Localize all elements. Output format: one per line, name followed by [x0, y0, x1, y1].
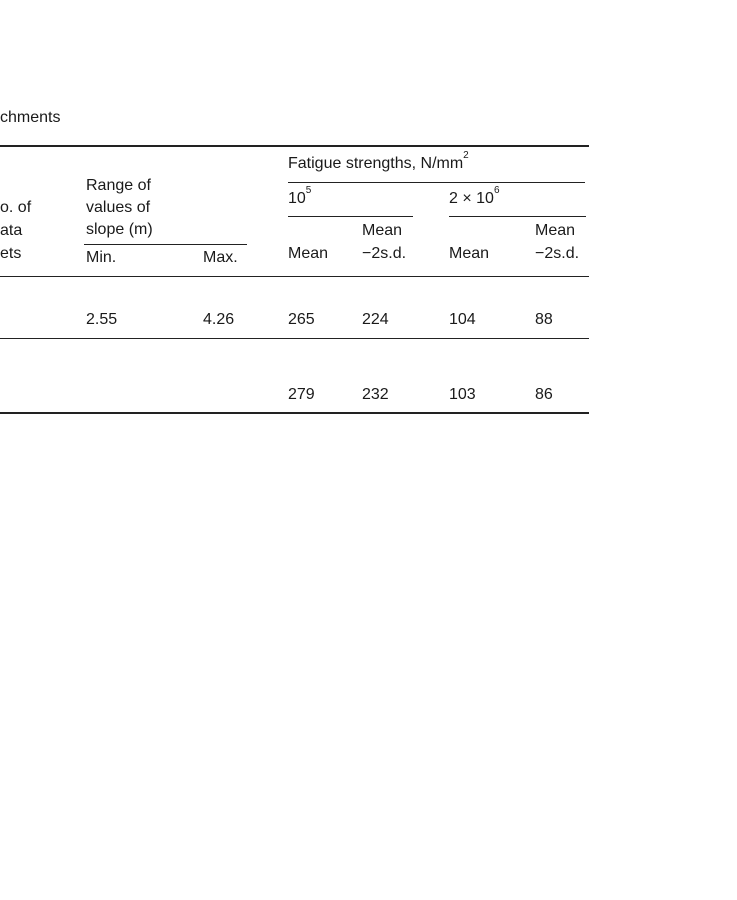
table-bottom-rule — [0, 412, 589, 414]
fatigue-strengths-rule — [288, 182, 585, 183]
row-1-mean2sd-1e5: 224 — [362, 311, 389, 328]
row-1-min: 2.55 — [86, 311, 118, 328]
no-of-line-3: ets — [0, 245, 22, 262]
mean-1e5-header: Mean — [288, 245, 329, 262]
table-caption: chments — [0, 109, 61, 126]
row-2-mean-1e5: 279 — [288, 386, 315, 403]
mean-2sd-1e5-header-top: Mean — [362, 222, 403, 239]
row-2-mean2sd-2e6: 86 — [535, 386, 553, 403]
max-header: Max. — [203, 249, 238, 266]
cycles-2e6-rule — [449, 216, 586, 217]
fatigue-strengths-header: Fatigue strengths, $N/mm^2$ — [288, 150, 469, 172]
row-1-max: 4.26 — [203, 311, 235, 328]
range-header-line-3: slope (m) — [86, 221, 153, 238]
cycles-2e6-header: $2 \times 10^6$ — [449, 185, 500, 207]
table-top-rule — [0, 145, 589, 147]
mean-2sd-2e6-header-top: Mean — [535, 222, 576, 239]
range-header-line-2: values of — [86, 199, 151, 216]
cycles-1e5-rule — [288, 216, 413, 217]
mean-2sd-2e6-header-bottom: −2s.d. — [535, 245, 580, 262]
row-1-mean-1e5: 265 — [288, 311, 315, 328]
no-of-line-2: ata — [0, 222, 23, 239]
row-2-mean-2e6: 103 — [449, 386, 476, 403]
mean-2sd-1e5-header-bottom: −2s.d. — [362, 245, 407, 262]
header-bottom-rule — [0, 276, 589, 277]
row-2-mean2sd-1e5: 232 — [362, 386, 389, 403]
range-rule — [84, 244, 247, 245]
no-of-line-1: o. of — [0, 199, 32, 216]
row-separator-rule — [0, 338, 589, 339]
min-header: Min. — [86, 249, 117, 266]
range-header-line-1: Range of — [86, 177, 151, 194]
cycles-1e5-header: $10^5$ — [288, 185, 312, 207]
row-1-mean-2e6: 104 — [449, 311, 476, 328]
mean-2e6-header: Mean — [449, 245, 490, 262]
row-1-mean2sd-2e6: 88 — [535, 311, 553, 328]
